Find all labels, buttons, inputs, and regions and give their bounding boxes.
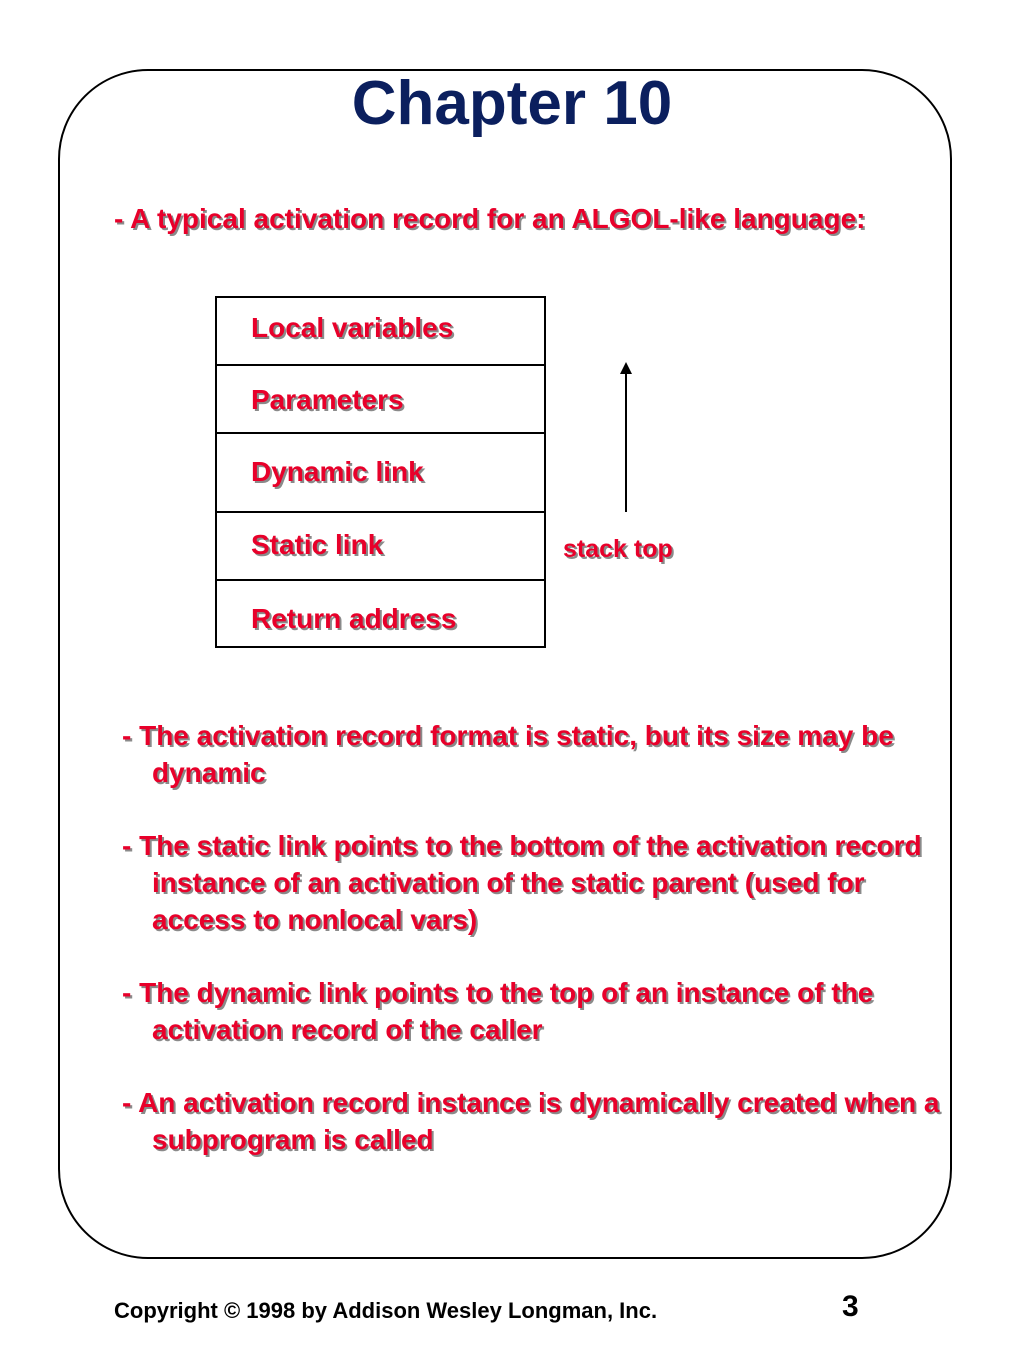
intro-paragraph: - A typical activation record for an ALGOL-like language: [114,203,866,234]
stack-growth-arrow [625,372,627,512]
record-field-label: Return address [251,603,457,634]
bullet-item: - The dynamic link points to the top of an instance of the activation record of the caller [122,977,874,1045]
record-row-return-address [217,579,544,648]
record-field-label: Static link [251,529,384,560]
activation-record-diagram [215,296,546,648]
arrow-up-icon [620,362,632,374]
bullet-item: - An activation record instance is dynamically created when a subprogram is called [122,1087,940,1155]
record-field-label: Local variables [251,312,454,343]
record-field-label: Parameters [251,384,404,415]
record-row-static-link [217,511,544,579]
bullet-item: - The activation record format is static, but its size may be dynamic [122,720,894,788]
copyright-footer: Copyright © 1998 by Addison Wesley Longman, Inc. [114,1298,658,1323]
slide-title: Chapter 10 [351,69,673,138]
stack-top-label: stack top [563,535,673,563]
bullet-item: - The static link points to the bottom of the activation record instance of an activation of the static parent (used for access to nonlocal vars) [122,830,922,935]
bullet-list [122,717,952,1194]
record-row-local-variables [217,296,544,364]
record-row-parameters [217,364,544,432]
record-row-dynamic-link [217,432,544,511]
intro-text [114,200,894,237]
page-number: 3 [842,1290,859,1323]
record-field-label: Dynamic link [251,456,424,487]
